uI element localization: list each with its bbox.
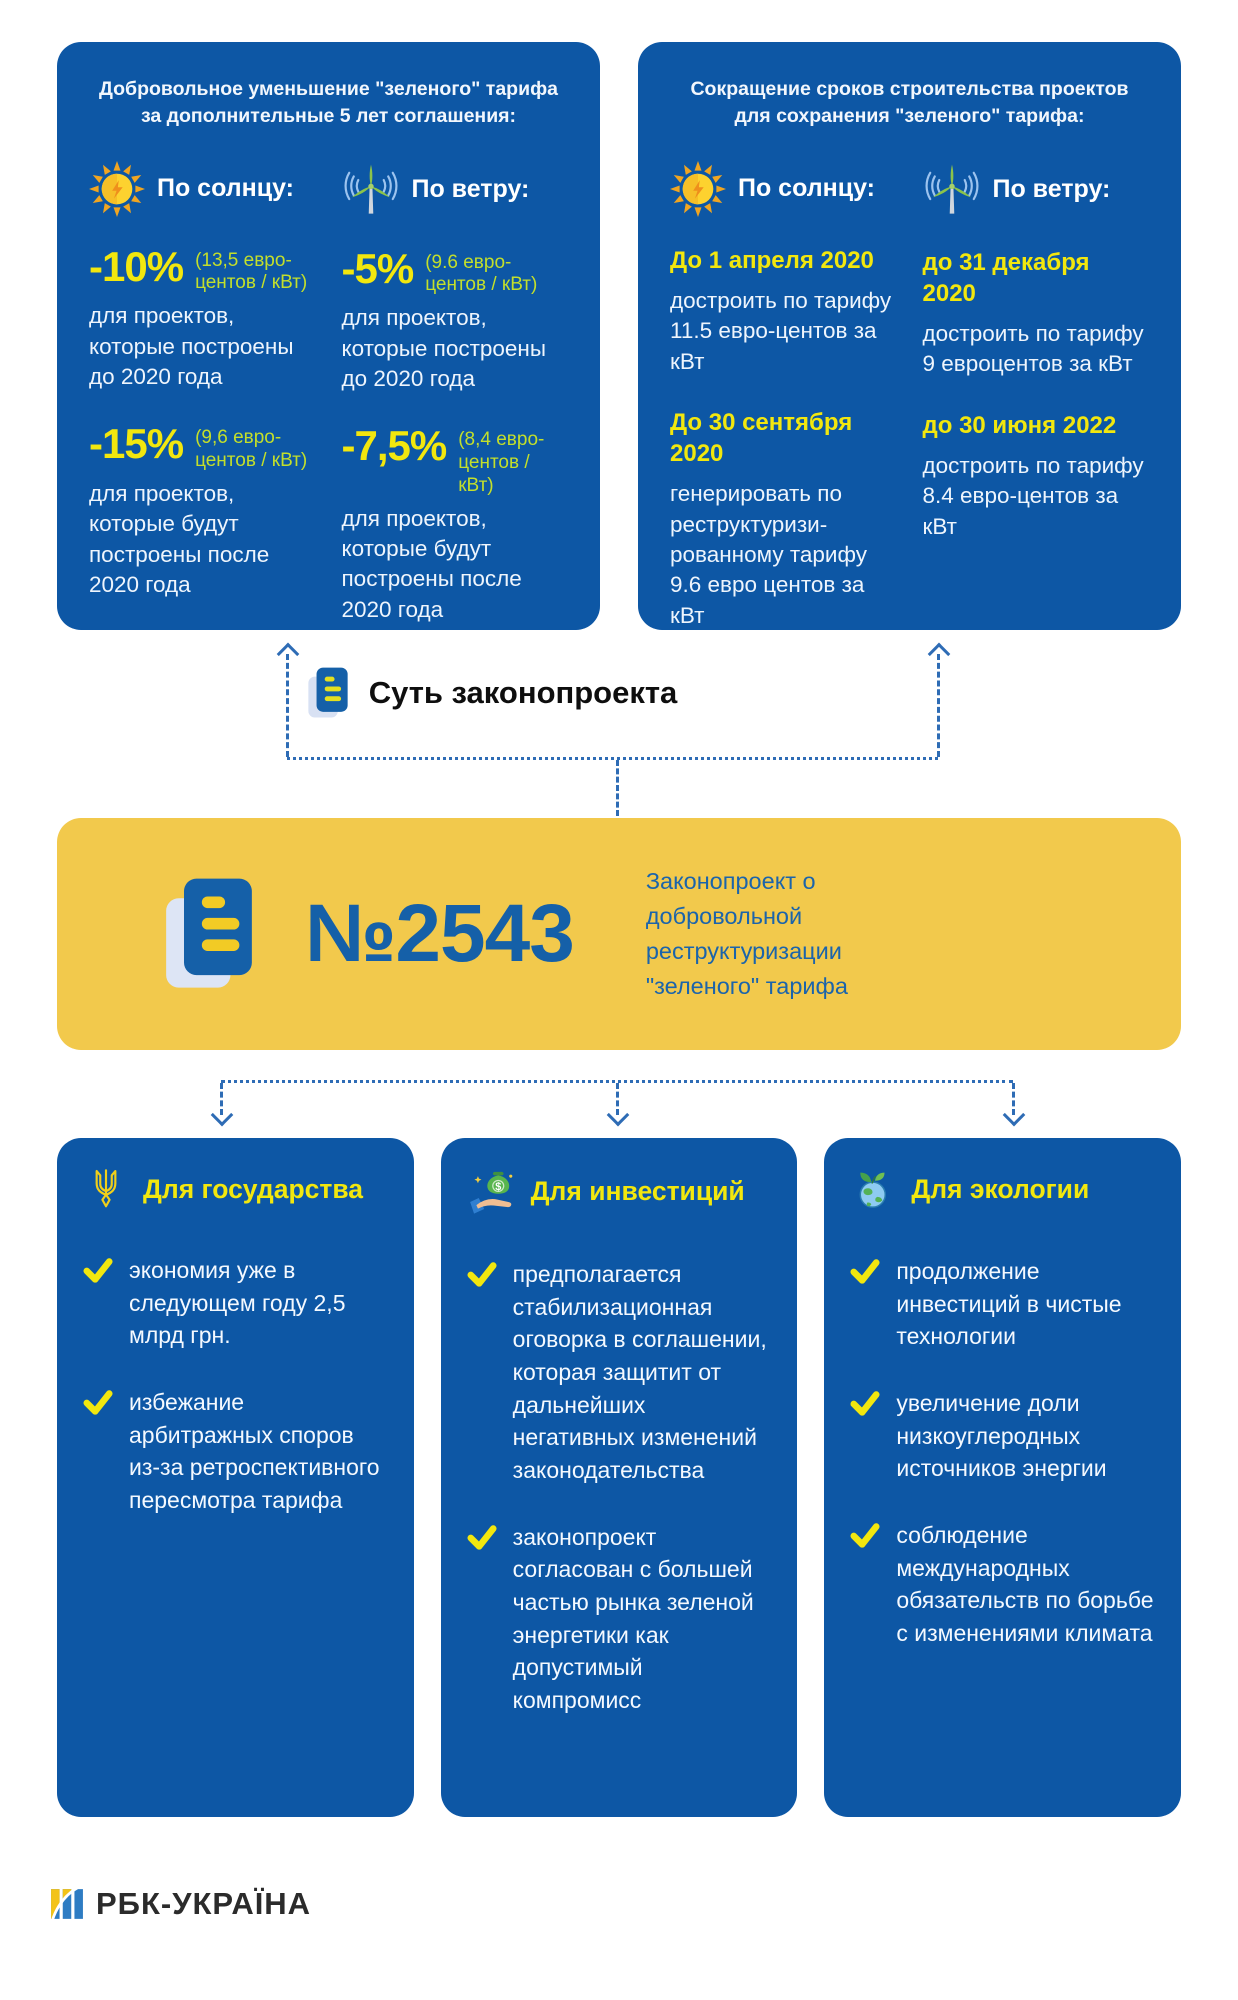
wind-turbine-icon [923,161,981,219]
sun-icon [89,161,145,217]
benefit-title: Для инвестиций [530,1175,745,1206]
item-text: генерировать по реструктуризи-рованному тарифу 9.6 евро центов за кВт [670,481,867,628]
benefit-text: продолжение инвестиций в чистые технологии [896,1258,1122,1350]
wind-column [342,161,569,656]
arrow-down-icon [607,1104,630,1127]
check-icon [83,1254,113,1352]
sun-column [89,161,316,656]
construction-deadline-card [638,42,1181,630]
benefit-card-state [57,1138,414,1817]
list-item [467,1258,772,1487]
benefit-text: увеличение доли низкоуглеродных источников энергии [896,1389,1107,1482]
percent-value: -10% [89,242,184,290]
tariff-item [89,242,316,296]
top-cards-row [57,42,1181,630]
check-icon [83,1386,113,1517]
list-item [83,1254,388,1352]
item-text: для проектов, которые будут построены после 2020 года [341,505,522,622]
percent-value: -5% [341,244,414,292]
deadline-date: До 1 апреля 2020 [670,246,874,274]
percent-note: (9.6 евро-центов / кВт) [425,251,538,296]
connector-line [616,760,619,816]
item-text: для проектов, которые построены до 2020 года [341,305,547,391]
tariff-reduction-card [57,42,600,630]
percent-note: (8,4 евро-центов / кВт) [458,429,545,496]
sun-icon [670,161,726,217]
rbc-logo-icon [50,1887,84,1921]
benefit-title: Для экологии [911,1174,1090,1204]
deadline-date: до 30 июня 2022 [922,411,1117,439]
benefit-text: избежание арбитражных споров из-за ретроспективного пересмотра тарифа [129,1388,380,1513]
benefit-title: Для государства [143,1173,364,1204]
list-item [467,1521,772,1717]
rbc-logo [50,1886,311,1922]
essence-connector [0,630,1238,818]
wind-column [923,161,1150,662]
item-text: для проектов, которые будут построены после 2020 года [89,480,270,598]
trident-icon [83,1166,129,1212]
split-connector [0,1050,1238,1138]
check-icon [467,1258,497,1487]
benefit-text: соблюдение международных обязательств по борьбе с изменениями климата [896,1521,1154,1646]
ecology-icon [850,1166,897,1213]
check-icon [467,1521,497,1717]
essence-label [0,666,1110,720]
card-title: Сокращение сроков строительства проектов для сохранения "зеленого" тарифа: [690,78,1129,128]
sun-column [670,161,897,662]
benefit-card-ecology [824,1138,1181,1817]
item-text: достроить по тарифу 8.4 евро-центов за кВт [922,452,1144,539]
arrow-down-icon [211,1104,234,1127]
deadline-date: До 30 сентября 2020 [670,408,853,468]
bill-description: Законопроект о добровольной реструктуризации "зеленого" тарифа [645,867,848,1000]
arrow-down-icon [1003,1104,1026,1127]
column-header: По ветру: [411,175,530,204]
column-header: По солнцу: [738,174,875,203]
document-icon [305,666,351,720]
column-header: По ветру: [992,175,1111,204]
money-hand-icon [467,1166,517,1216]
check-icon [850,1387,880,1485]
benefit-text: законопроект согласован с большей частью рынка зеленой энергетики как допустимый компромисс [512,1523,754,1713]
column-header: По солнцу: [157,174,294,203]
rbc-logo-text: РБК-УКРАЇНА [96,1886,312,1921]
card-title: Добровольное уменьшение "зеленого" тарифа за дополнительные 5 лет соглашения: [99,78,558,128]
benefit-text: предполагается стабилизационная оговорка в соглашении, которая защитит от дальнейших негативных изменений законодательства [512,1261,767,1483]
essence-title: Суть законопроекта [368,675,678,710]
check-icon [850,1255,880,1353]
list-item [83,1386,388,1517]
document-icon [159,875,259,993]
connector-line [287,757,938,760]
tariff-item [342,424,569,497]
percent-note: (13,5 евро-центов / кВт) [195,249,308,294]
list-item [850,1387,1155,1485]
list-item [850,1519,1155,1650]
svg-text:$: $ [494,1180,501,1193]
item-text: для проектов, которые построены до 2020 года [89,303,294,389]
bill-banner [57,818,1181,1050]
item-text: достроить по тарифу 9 евроцентов за кВт [922,320,1144,377]
wind-turbine-icon [342,161,400,219]
deadline-date: до 31 декабря 2020 [922,248,1090,307]
item-text: достроить по тарифу 11.5 евро-центов за кВт [670,287,892,374]
tariff-item [89,422,316,473]
percent-note: (9,6 евро-центов / кВт) [195,427,308,472]
bill-number: №2543 [305,888,574,979]
percent-value: -7,5% [341,422,447,470]
benefit-card-investments [441,1138,798,1817]
tariff-item [341,244,569,298]
list-item [850,1255,1155,1353]
benefit-text: экономия уже в следующем году 2,5 млрд грн. [129,1257,346,1349]
percent-value: -15% [89,420,184,468]
check-icon [850,1519,880,1650]
benefit-cards-row [57,1138,1181,1817]
